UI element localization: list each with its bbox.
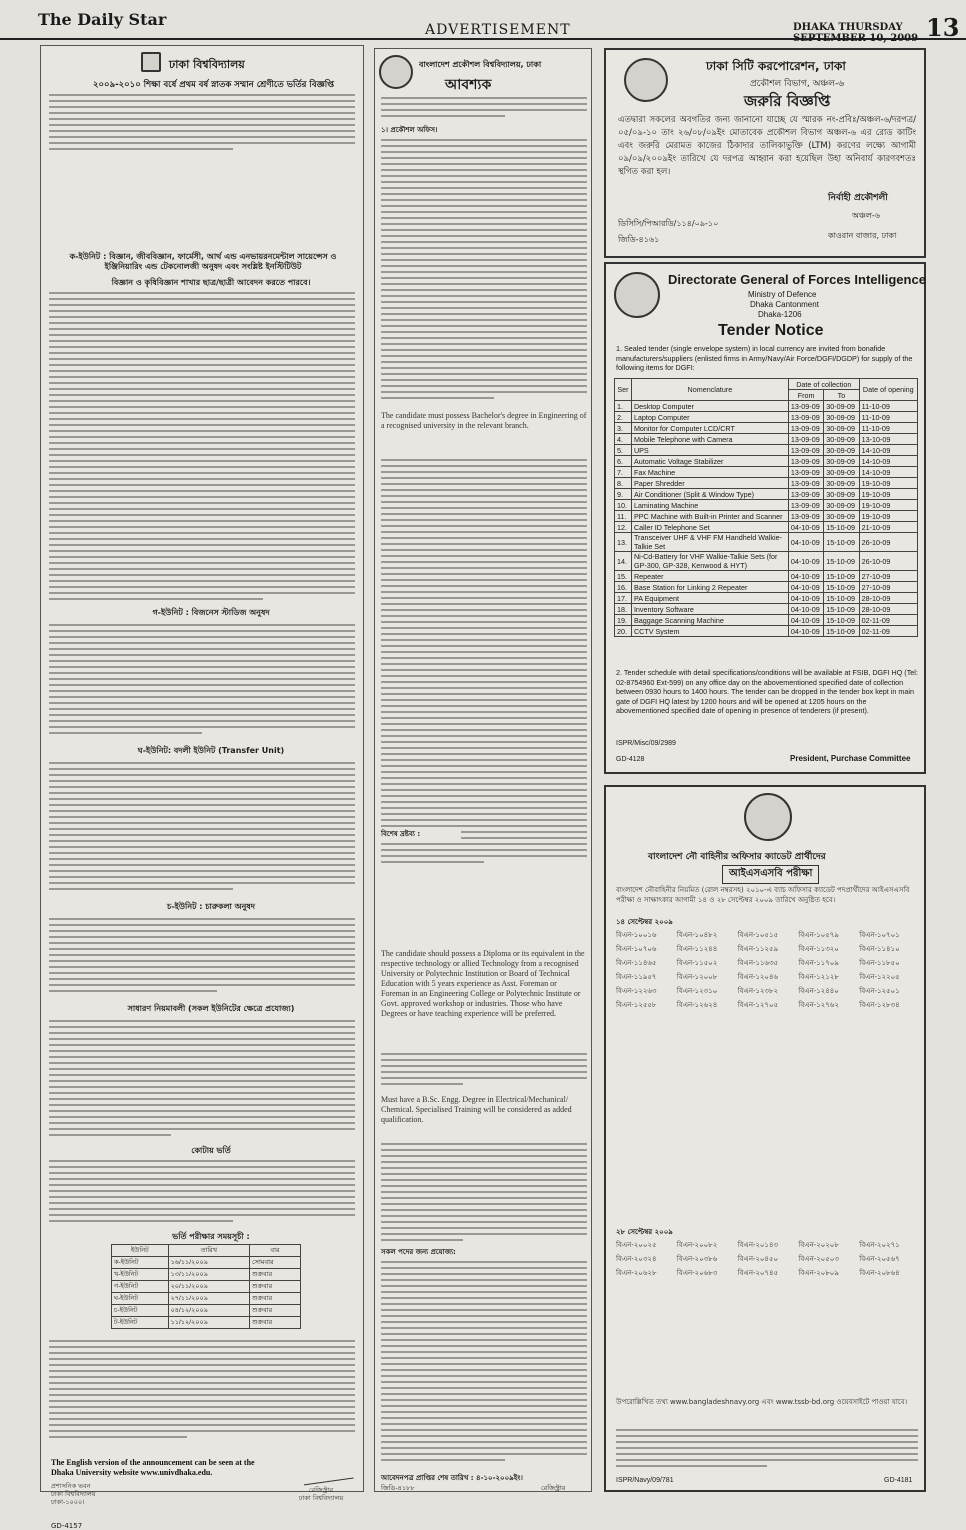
- tender-to: 30-09-09: [824, 412, 859, 423]
- roll-number: বিএন-২০৮৬৪: [859, 1270, 900, 1277]
- tender-ser: 13.: [615, 533, 632, 552]
- dcc-signer: নির্বাহী প্রকৌশলী: [828, 193, 888, 203]
- tender-to: 15-10-09: [824, 593, 859, 604]
- tender-row: [615, 604, 918, 615]
- tender-from: 13-09-09: [788, 500, 823, 511]
- roll-number: বিএন-১০০১৬: [616, 932, 657, 939]
- tender-opening: 14-10-09: [859, 445, 917, 456]
- navy-date-1: ১৪ সেপ্টেম্বর ২০০৯: [616, 918, 673, 926]
- schedule-row: [112, 1281, 301, 1293]
- tender-item: Laminating Machine: [631, 500, 788, 511]
- navy-ref: ISPR/Navy/09/781: [616, 1477, 674, 1484]
- col-nomenclature: Nomenclature: [631, 379, 788, 401]
- navy-roll-list-1: [616, 929, 916, 1011]
- tender-item: Desktop Computer: [631, 401, 788, 412]
- schedule-day: শুক্রবার: [250, 1305, 301, 1317]
- schedule-day: শুক্রবার: [250, 1281, 301, 1293]
- tender-opening: 14-10-09: [859, 456, 917, 467]
- navy-anchor-emblem: [744, 793, 792, 841]
- roll-number: বিএন-১১৩২০: [798, 946, 839, 953]
- roll-number: বিএন-১২১২৮: [798, 974, 839, 981]
- roll-number: বিএন-২০৩২৪: [616, 1256, 657, 1263]
- tender-to: 15-10-09: [824, 615, 859, 626]
- schedule-head-date: তারিখ: [168, 1245, 249, 1257]
- du-signature: [302, 1467, 353, 1486]
- roll-number: বিএন-১১৪৬৫: [616, 960, 657, 967]
- tender-from: 04-10-09: [788, 522, 823, 533]
- buet-eng-qualification-2: The candidate should possess a Diploma or its equivalent in the respective technology or allied Technology from a recognised University or Polytechnic Institution or Board of Technical Education with 5 years experience as Asst. Foreman or Foreman in an Engineering College or Polytechnic Institute or Govt. approved workshop or industries. Those who have Degrees or have teaching experience will be preferred.: [381, 949, 585, 1018]
- tender-opening: 02-11-09: [859, 626, 917, 637]
- dgfi-intro: 1. Sealed tender (single envelope system) in local currency are invited from bonafide manufacturers/suppliers (enlisted firms in Army/Navy/Air Force/DGFI/DGDP) for supply of the following items for DGFI:: [616, 344, 913, 372]
- tender-ser: 14.: [615, 552, 632, 571]
- roll-number: বিএন-১২৭০৫: [737, 1002, 779, 1009]
- buet-recruitment-ad: [374, 48, 592, 1492]
- tender-item: Laptop Computer: [631, 412, 788, 423]
- schedule-row: [112, 1257, 301, 1269]
- dgfi-logo: [614, 272, 660, 318]
- tender-ser: 8.: [615, 478, 632, 489]
- dcc-reference: ডিসিসি/পিআরডি/১১৪/০৯-১০: [618, 219, 719, 228]
- tender-to: 30-09-09: [824, 478, 859, 489]
- buet-section-1: ১। প্রকৌশল অফিস।: [381, 126, 438, 134]
- tender-row: [615, 434, 918, 445]
- tender-ser: 5.: [615, 445, 632, 456]
- tender-ser: 2.: [615, 412, 632, 423]
- tender-to: 15-10-09: [824, 552, 859, 571]
- navy-website-note: উপরোল্লিখিত তথ্য www.bangladeshnavy.org এবং www.tssb-bd.org ওয়েবসাইটে পাওয়া যাবে।: [616, 1398, 908, 1406]
- du-schedule-table: [111, 1244, 301, 1329]
- tender-item: Base Station for Linking 2 Repeater: [631, 582, 788, 593]
- du-closing-text: [49, 1340, 355, 1460]
- tender-item: Air Conditioner (Split & Window Type): [631, 489, 788, 500]
- du-schedule-title: ভর্তি পরীক্ষার সময়সূচী :: [172, 1232, 250, 1241]
- roll-number: বিএন-২০০৮২: [676, 1242, 718, 1249]
- dgfi-ministry: Ministry of Defence: [748, 290, 817, 299]
- tender-row: [615, 511, 918, 522]
- roll-number: বিএন-২০৮০৯: [798, 1270, 839, 1277]
- tender-item: Ni-Cd-Battery for VHF Walkie-Talkie Sets (for GP-300, GP-328, Kenwood & HYT): [631, 552, 788, 571]
- tender-item: Inventory Software: [631, 604, 788, 615]
- roll-number: বিএন-২০২৭১: [859, 1242, 900, 1249]
- tender-row: [615, 445, 918, 456]
- schedule-row: [112, 1317, 301, 1329]
- tender-opening: 19-10-09: [859, 478, 917, 489]
- roll-number: বিএন-১১৭০৯: [798, 960, 839, 967]
- du-logo: [141, 52, 161, 72]
- roll-number: বিএন-২০৭৪৫: [737, 1270, 779, 1277]
- dcc-signer-zone: অঞ্চল-৬: [852, 211, 880, 220]
- roll-number: বিএন-২০৪৫০: [737, 1256, 779, 1263]
- tender-ser: 9.: [615, 489, 632, 500]
- tender-from: 13-09-09: [788, 445, 823, 456]
- tender-from: 04-10-09: [788, 626, 823, 637]
- schedule-date: ২৭/১১/২০০৯: [168, 1293, 249, 1305]
- roll-number: বিএন-১১৪১০: [859, 946, 900, 953]
- tender-row: [615, 456, 918, 467]
- schedule-unit: ঘ-ইউনিট: [112, 1293, 169, 1305]
- tender-row: [615, 615, 918, 626]
- schedule-date: ২০/১১/২০০৯: [168, 1281, 249, 1293]
- tender-to: 30-09-09: [824, 489, 859, 500]
- du-unit-ga-text: [49, 624, 355, 740]
- tender-row: [615, 571, 918, 582]
- du-unit-cha: চ-ইউনিট : চারুকলা অনুষদ: [167, 902, 255, 911]
- section-label: ADVERTISEMENT: [425, 22, 571, 38]
- du-unit-gha: ঘ-ইউনিট: বদলী ইউনিট (Transfer Unit): [137, 746, 285, 755]
- roll-number: বিএন-২০১৪৩: [737, 1242, 779, 1249]
- tender-from: 13-09-09: [788, 434, 823, 445]
- tender-opening: 26-10-09: [859, 552, 917, 571]
- tender-opening: 26-10-09: [859, 533, 917, 552]
- tender-opening: 19-10-09: [859, 511, 917, 522]
- tender-from: 13-09-09: [788, 489, 823, 500]
- buet-rules-text: [381, 1261, 587, 1471]
- tender-row: [615, 478, 918, 489]
- tender-to: 30-09-09: [824, 467, 859, 478]
- tender-row: [615, 500, 918, 511]
- roll-number: বিএন-১১৫০২: [676, 960, 718, 967]
- col-to: To: [824, 390, 859, 401]
- roll-number: বিএন-১০৫১৫: [737, 932, 779, 939]
- schedule-unit: চ-ইউনিট: [112, 1305, 169, 1317]
- tender-to: 15-10-09: [824, 604, 859, 615]
- col-date-opening: Date of opening: [859, 379, 917, 401]
- roll-number: বিএন-১১৬৩৫: [737, 960, 779, 967]
- roll-number: বিএন-১২৭৬২: [798, 1002, 839, 1009]
- tender-from: 13-09-09: [788, 478, 823, 489]
- buet-general-rules: সকল পদের জন্য প্রযোজ্য:: [381, 1248, 456, 1256]
- tender-row: [615, 522, 918, 533]
- tender-row: [615, 467, 918, 478]
- schedule-date: ১৬/১১/২০০৯: [168, 1257, 249, 1269]
- tender-ser: 11.: [615, 511, 632, 522]
- tender-item: UPS: [631, 445, 788, 456]
- schedule-day: সোমবার: [250, 1257, 301, 1269]
- dcc-gd-code: জিডি-৪১৬১: [618, 235, 660, 244]
- tender-item: Fax Machine: [631, 467, 788, 478]
- roll-number: বিএন-১২০০৮: [676, 974, 718, 981]
- dgfi-note-2: 2. Tender schedule with detail specifications/conditions will be available at FSIB, DGFI HQ (Tel: 02-8754960 Ext-599) on any office day on the abovementioned specified date of collection between 0930 hours to 1400 hours. The tender can be dropped in the tender box kept in main gate of DGFI HQ latest by 1200 hours and will be opened at 1205 hours on the abovementioned specified date of opening in presence of tenderers (if present).: [616, 668, 918, 715]
- tender-row: [615, 626, 918, 637]
- tender-to: 30-09-09: [824, 423, 859, 434]
- buet-eng-qualification-3: Must have a B.Sc. Engg. Degree in Electrical/Mechanical/ Chemical. Specialised Training will be considered as added qualification.: [381, 1095, 572, 1124]
- tender-item: Transceiver UHF & VHF FM Handheld Walkie-Talkie Set: [631, 533, 788, 552]
- tender-from: 04-10-09: [788, 533, 823, 552]
- buet-posts-text-2: [381, 459, 587, 873]
- tender-to: 15-10-09: [824, 571, 859, 582]
- dgfi-tender-notice: [604, 262, 926, 774]
- schedule-row: [112, 1269, 301, 1281]
- page-number: 13: [926, 13, 960, 42]
- du-unit-gha-text: [49, 762, 355, 896]
- schedule-unit: গ-ইউনিট: [112, 1281, 169, 1293]
- dgfi-title: Directorate General of Forces Intelligence: [668, 272, 926, 287]
- buet-logo: [379, 55, 413, 89]
- roll-number: বিএন-২০৫৬৭: [859, 1256, 900, 1263]
- roll-number: বিএন-১০৭০১: [859, 932, 900, 939]
- dcc-body: এতদ্বারা সকলের অবগতির জন্য জানানো যাচ্ছে যে স্মারক নং-প্রবিঃ/অঞ্চল-৬/দরপত্র/০৫/০৯-১০ তাং ২৬/০৮/০৯ইং মোতাবেক প্রকৌশল বিভাগ অঞ্চল-৬ এর রোড কাটিং এবং জরুরি মেরামত কাজের ঠিকাদার তালিকাভুক্তি (LTM) করণের লক্ষ্যে আগামী ০৯/০৯/২০০৯ইং তারিখে যে দরপত্র আহ্বান করা হয়েছিল উহা অনিবার্য কারণবশতঃ স্থগিত করা হল।: [618, 115, 916, 177]
- roll-number: বিএন-১২৩৮২: [737, 988, 779, 995]
- roll-number: বিএন-১১২৫৯: [737, 946, 779, 953]
- tender-from: 13-09-09: [788, 412, 823, 423]
- tender-to: 15-10-09: [824, 533, 859, 552]
- tender-row: [615, 401, 918, 412]
- roll-number: বিএন-১২৫০১: [859, 988, 900, 995]
- roll-number: বিএন-১২৪৪০: [798, 988, 839, 995]
- tender-ser: 17.: [615, 593, 632, 604]
- tender-opening: 27-10-09: [859, 582, 917, 593]
- dgfi-tender-table: [614, 378, 918, 637]
- buet-gd-code: জিডি-৪১৮৮: [381, 1484, 415, 1492]
- roll-number: বিএন-১১৮৫০: [859, 960, 900, 967]
- tender-row: [615, 593, 918, 604]
- du-signer-title: রেজিস্ট্রার: [308, 1486, 334, 1494]
- tender-from: 04-10-09: [788, 615, 823, 626]
- du-issuer: [51, 1482, 141, 1522]
- roll-number: বিএন-২০৬২৮: [616, 1270, 657, 1277]
- du-intro-text: [49, 94, 355, 154]
- tender-opening: 27-10-09: [859, 571, 917, 582]
- roll-number: বিএন-১২৩১০: [676, 988, 718, 995]
- schedule-unit: ট-ইউনিট: [112, 1317, 169, 1329]
- tender-to: 30-09-09: [824, 434, 859, 445]
- tender-item: Caller ID Telephone Set: [631, 522, 788, 533]
- buet-deadline: আবেদনপত্র প্রাপ্তির শেষ তারিখ : ৪-১০-২০০৯ইং।: [381, 1474, 523, 1482]
- buet-headline: আবশ্যক: [445, 77, 492, 93]
- tender-from: 04-10-09: [788, 593, 823, 604]
- tender-to: 30-09-09: [824, 511, 859, 522]
- tender-opening: 21-10-09: [859, 522, 917, 533]
- roll-number: বিএন-১২৫৫৮: [616, 1002, 657, 1009]
- roll-number: বিএন-২০৫০৩: [798, 1256, 839, 1263]
- tender-row: [615, 552, 918, 571]
- tender-ser: 10.: [615, 500, 632, 511]
- schedule-row: [112, 1305, 301, 1317]
- tender-item: Repeater: [631, 571, 788, 582]
- dgfi-city: Dhaka-1206: [758, 310, 802, 319]
- schedule-day: শুক্রবার: [250, 1293, 301, 1305]
- tender-row: [615, 423, 918, 434]
- tender-from: 04-10-09: [788, 571, 823, 582]
- tender-from: 13-09-09: [788, 423, 823, 434]
- roll-number: বিএন-১২৬২৪: [676, 1002, 718, 1009]
- roll-number: বিএন-১২২০৫: [859, 974, 900, 981]
- tender-opening: 28-10-09: [859, 593, 917, 604]
- dateline: DHAKA THURSDAY SEPTEMBER 10, 2009: [793, 22, 919, 44]
- roll-number: বিএন-১২৮৩৪: [859, 1002, 900, 1009]
- dgfi-ref: ISPR/Misc/09/2989: [616, 740, 676, 747]
- buet-posts-text-4: [381, 1143, 587, 1245]
- tender-ser: 15.: [615, 571, 632, 582]
- tender-ser: 19.: [615, 615, 632, 626]
- tender-ser: 3.: [615, 423, 632, 434]
- masthead: [0, 0, 966, 44]
- tender-row: [615, 412, 918, 423]
- schedule-head-day: বার: [250, 1245, 301, 1257]
- dcc-title: ঢাকা সিটি করপোরেশন, ঢাকা: [706, 59, 846, 73]
- buet-posts-text-3: [381, 1053, 587, 1093]
- roll-number: বিএন-১০৫৭৯: [798, 932, 839, 939]
- buet-special-note: বিশেষ দ্রষ্টব্য :: [381, 829, 461, 839]
- tender-item: Monitor for Computer LCD/CRT: [631, 423, 788, 434]
- tender-item: PA Equipment: [631, 593, 788, 604]
- col-date-collection: Date of collection: [788, 379, 859, 390]
- navy-roll-list-2: [616, 1239, 916, 1279]
- du-unit-ka-text: [49, 292, 355, 602]
- tender-ser: 4.: [615, 434, 632, 445]
- buet-intro-text: [381, 97, 587, 121]
- tender-opening: 13-10-09: [859, 434, 917, 445]
- du-unit-cha-text: [49, 918, 355, 998]
- dgfi-tender-rows: [615, 401, 918, 637]
- du-unit-ga: গ-ইউনিট : বিজনেস স্টাডিজ অনুষদ: [152, 608, 270, 617]
- schedule-unit: ক-ইউনিট: [112, 1257, 169, 1269]
- tender-to: 15-10-09: [824, 582, 859, 593]
- schedule-unit: খ-ইউনিট: [112, 1269, 169, 1281]
- dcc-signer-place: কাওরান বাজার, ঢাকা: [828, 231, 897, 240]
- buet-signer: রেজিস্ট্রার: [541, 1484, 566, 1492]
- du-signer-org: ঢাকা বিশ্ববিদ্যালয়: [298, 1494, 344, 1502]
- tender-item: Paper Shredder: [631, 478, 788, 489]
- du-unit-ka-sub: বিজ্ঞান ও কৃষিবিজ্ঞান শাখার ছাত্র/ছাত্রী আবেদন করতে পারবে।: [111, 278, 311, 287]
- du-issuer-city: ঢাকা-১০০০।: [51, 1498, 85, 1506]
- tender-item: Automatic Voltage Stabilizer: [631, 456, 788, 467]
- du-unit-ka: ক-ইউনিট : বিজ্ঞান, জীববিজ্ঞান, ফার্মেসী, আর্থ এন্ড এনভায়রনমেন্টাল সায়েন্সেস ও ইঞ্জিনিয়ারিং এন্ড টেকনোলজী অনুষদ এবং সংশ্লিষ্ট ইনস্টিটিউট: [69, 252, 337, 271]
- roll-number: বিএন-২০৩৮৬: [676, 1256, 718, 1263]
- du-general-text: [49, 1020, 355, 1142]
- roll-number: বিএন-২০২০৮: [798, 1242, 839, 1249]
- roll-number: বিএন-১১৯৫৭: [616, 974, 657, 981]
- navy-issb-notice: [604, 785, 926, 1492]
- tender-item: CCTV System: [631, 626, 788, 637]
- tender-from: 13-09-09: [788, 456, 823, 467]
- du-general-rules: সাধারণ নিয়মাবলী (সকল ইউনিটের ক্ষেত্রে প্রযোজ্য): [127, 1004, 295, 1013]
- tender-opening: 19-10-09: [859, 500, 917, 511]
- buet-eng-qualification-1: The candidate must possess Bachelor's degree in Engineering of a recognised university in the relevant branch.: [381, 411, 587, 430]
- schedule-head-unit: ইউনিট: [112, 1245, 169, 1257]
- roll-number: বিএন-২০০২৫: [616, 1242, 657, 1249]
- buet-posts-text-1: [381, 139, 587, 407]
- tender-opening: 11-10-09: [859, 401, 917, 412]
- du-quota: কোটায় ভর্তি: [191, 1146, 231, 1155]
- tender-from: 13-09-09: [788, 467, 823, 478]
- tender-item: Baggage Scanning Machine: [631, 615, 788, 626]
- navy-date-2: ২৮ সেপ্টেম্বর ২০০৯: [616, 1228, 673, 1236]
- tender-item: Mobile Telephone with Camera: [631, 434, 788, 445]
- buet-title: বাংলাদেশ প্রকৌশল বিশ্ববিদ্যালয়, ঢাকা: [419, 60, 542, 69]
- tender-ser: 12.: [615, 522, 632, 533]
- schedule-day: শুক্রবার: [250, 1269, 301, 1281]
- du-issuer-office: প্রশাসনিক ভবন: [51, 1482, 91, 1490]
- tender-from: 04-10-09: [788, 552, 823, 571]
- tender-row: [615, 533, 918, 552]
- tender-ser: 1.: [615, 401, 632, 412]
- schedule-row: [112, 1293, 301, 1305]
- tender-opening: 14-10-09: [859, 467, 917, 478]
- tender-to: 30-09-09: [824, 445, 859, 456]
- tender-opening: 28-10-09: [859, 604, 917, 615]
- tender-opening: 19-10-09: [859, 489, 917, 500]
- roll-number: বিএন-১০৪৮২: [676, 932, 718, 939]
- dcc-urgent-notice: [604, 48, 926, 258]
- navy-instructions-text: [616, 1429, 918, 1473]
- tender-opening: 02-11-09: [859, 615, 917, 626]
- du-quota-text: [49, 1160, 355, 1230]
- navy-gd-code: GD-4181: [884, 1477, 913, 1484]
- tender-to: 30-09-09: [824, 401, 859, 412]
- navy-title: বাংলাদেশ নৌ বাহিনীর অফিসার ক্যাডেট প্রার্থীদের: [648, 852, 826, 862]
- paper-name: The Daily Star: [38, 10, 167, 29]
- tender-opening: 11-10-09: [859, 423, 917, 434]
- tender-ser: 18.: [615, 604, 632, 615]
- col-from: From: [788, 390, 823, 401]
- tender-ser: 7.: [615, 467, 632, 478]
- du-title: ঢাকা বিশ্ববিদ্যালয়: [169, 58, 245, 71]
- du-headline: ২০০৯-২০১০ শিক্ষা বর্ষে প্রথম বর্ষ স্নাতক সম্মান শ্রেণীতে ভর্তির বিজ্ঞপ্তি: [93, 80, 335, 90]
- tender-ser: 20.: [615, 626, 632, 637]
- tender-from: 04-10-09: [788, 582, 823, 593]
- tender-to: 30-09-09: [824, 500, 859, 511]
- tender-row: [615, 582, 918, 593]
- tender-to: 15-10-09: [824, 626, 859, 637]
- dcc-logo: [624, 58, 668, 102]
- du-issuer-org: ঢাকা বিশ্ববিদ্যালয়: [51, 1490, 96, 1498]
- tender-from: 13-09-09: [788, 401, 823, 412]
- schedule-date: ০৪/১২/২০০৯: [168, 1305, 249, 1317]
- schedule-date: ১৩/১১/২০০৯: [168, 1269, 249, 1281]
- du-english-note: The English version of the announcement can be seen at the Dhaka University website www.univdhaka.edu.: [51, 1458, 255, 1477]
- roll-number: বিএন-১২২৬৩: [616, 988, 657, 995]
- schedule-date: ১১/১২/২০০৯: [168, 1317, 249, 1329]
- dgfi-signer: President, Purchase Committee: [790, 754, 911, 763]
- dgfi-headline: Tender Notice: [718, 322, 824, 339]
- dgfi-cantonment: Dhaka Cantonment: [750, 300, 819, 309]
- tender-ser: 16.: [615, 582, 632, 593]
- du-schedule-body: [112, 1257, 301, 1329]
- roll-number: বিএন-১২০৪৬: [737, 974, 779, 981]
- tender-item: PPC Machine with Built-in Printer and Scanner: [631, 511, 788, 522]
- tender-ser: 6.: [615, 456, 632, 467]
- col-ser: Ser: [615, 379, 632, 401]
- tender-to: 15-10-09: [824, 522, 859, 533]
- dgfi-gd-code: GD-4128: [616, 756, 645, 763]
- tender-row: [615, 489, 918, 500]
- navy-intro: বাংলাদেশ নৌবাহিনীর নিয়মিত (রোল নম্বরসহ) ২০১০-এ ব্যাচ অফিসার ক্যাডেট পদপ্রার্থীদের আইএসএসবি পরীক্ষা ও সাক্ষাৎকার আগামী ১৪ ও ২৮ সেপ্টেম্বর ২০০৯ তারিখে অনুষ্ঠিত হবে।: [616, 886, 910, 904]
- roll-number: বিএন-১১২৪৪: [676, 946, 718, 953]
- tender-opening: 11-10-09: [859, 412, 917, 423]
- roll-number: বিএন-১০৭০৬: [616, 946, 657, 953]
- dcc-subtitle: প্রকৌশল বিভাগ, অঞ্চল-৬: [750, 79, 845, 89]
- roll-number: বিএন-২০৬৮৩: [676, 1270, 718, 1277]
- du-admission-ad: [40, 45, 364, 1530]
- dcc-headline: জরুরি বিজ্ঞপ্তি: [744, 92, 831, 110]
- navy-subtitle: আইএসএসবি পরীক্ষা: [722, 865, 819, 884]
- tender-from: 04-10-09: [788, 604, 823, 615]
- tender-to: 30-09-09: [824, 456, 859, 467]
- du-signer: [281, 1486, 361, 1502]
- du-gd-code: GD-4157: [51, 1522, 83, 1530]
- schedule-day: শুক্রবার: [250, 1317, 301, 1329]
- tender-from: 13-09-09: [788, 511, 823, 522]
